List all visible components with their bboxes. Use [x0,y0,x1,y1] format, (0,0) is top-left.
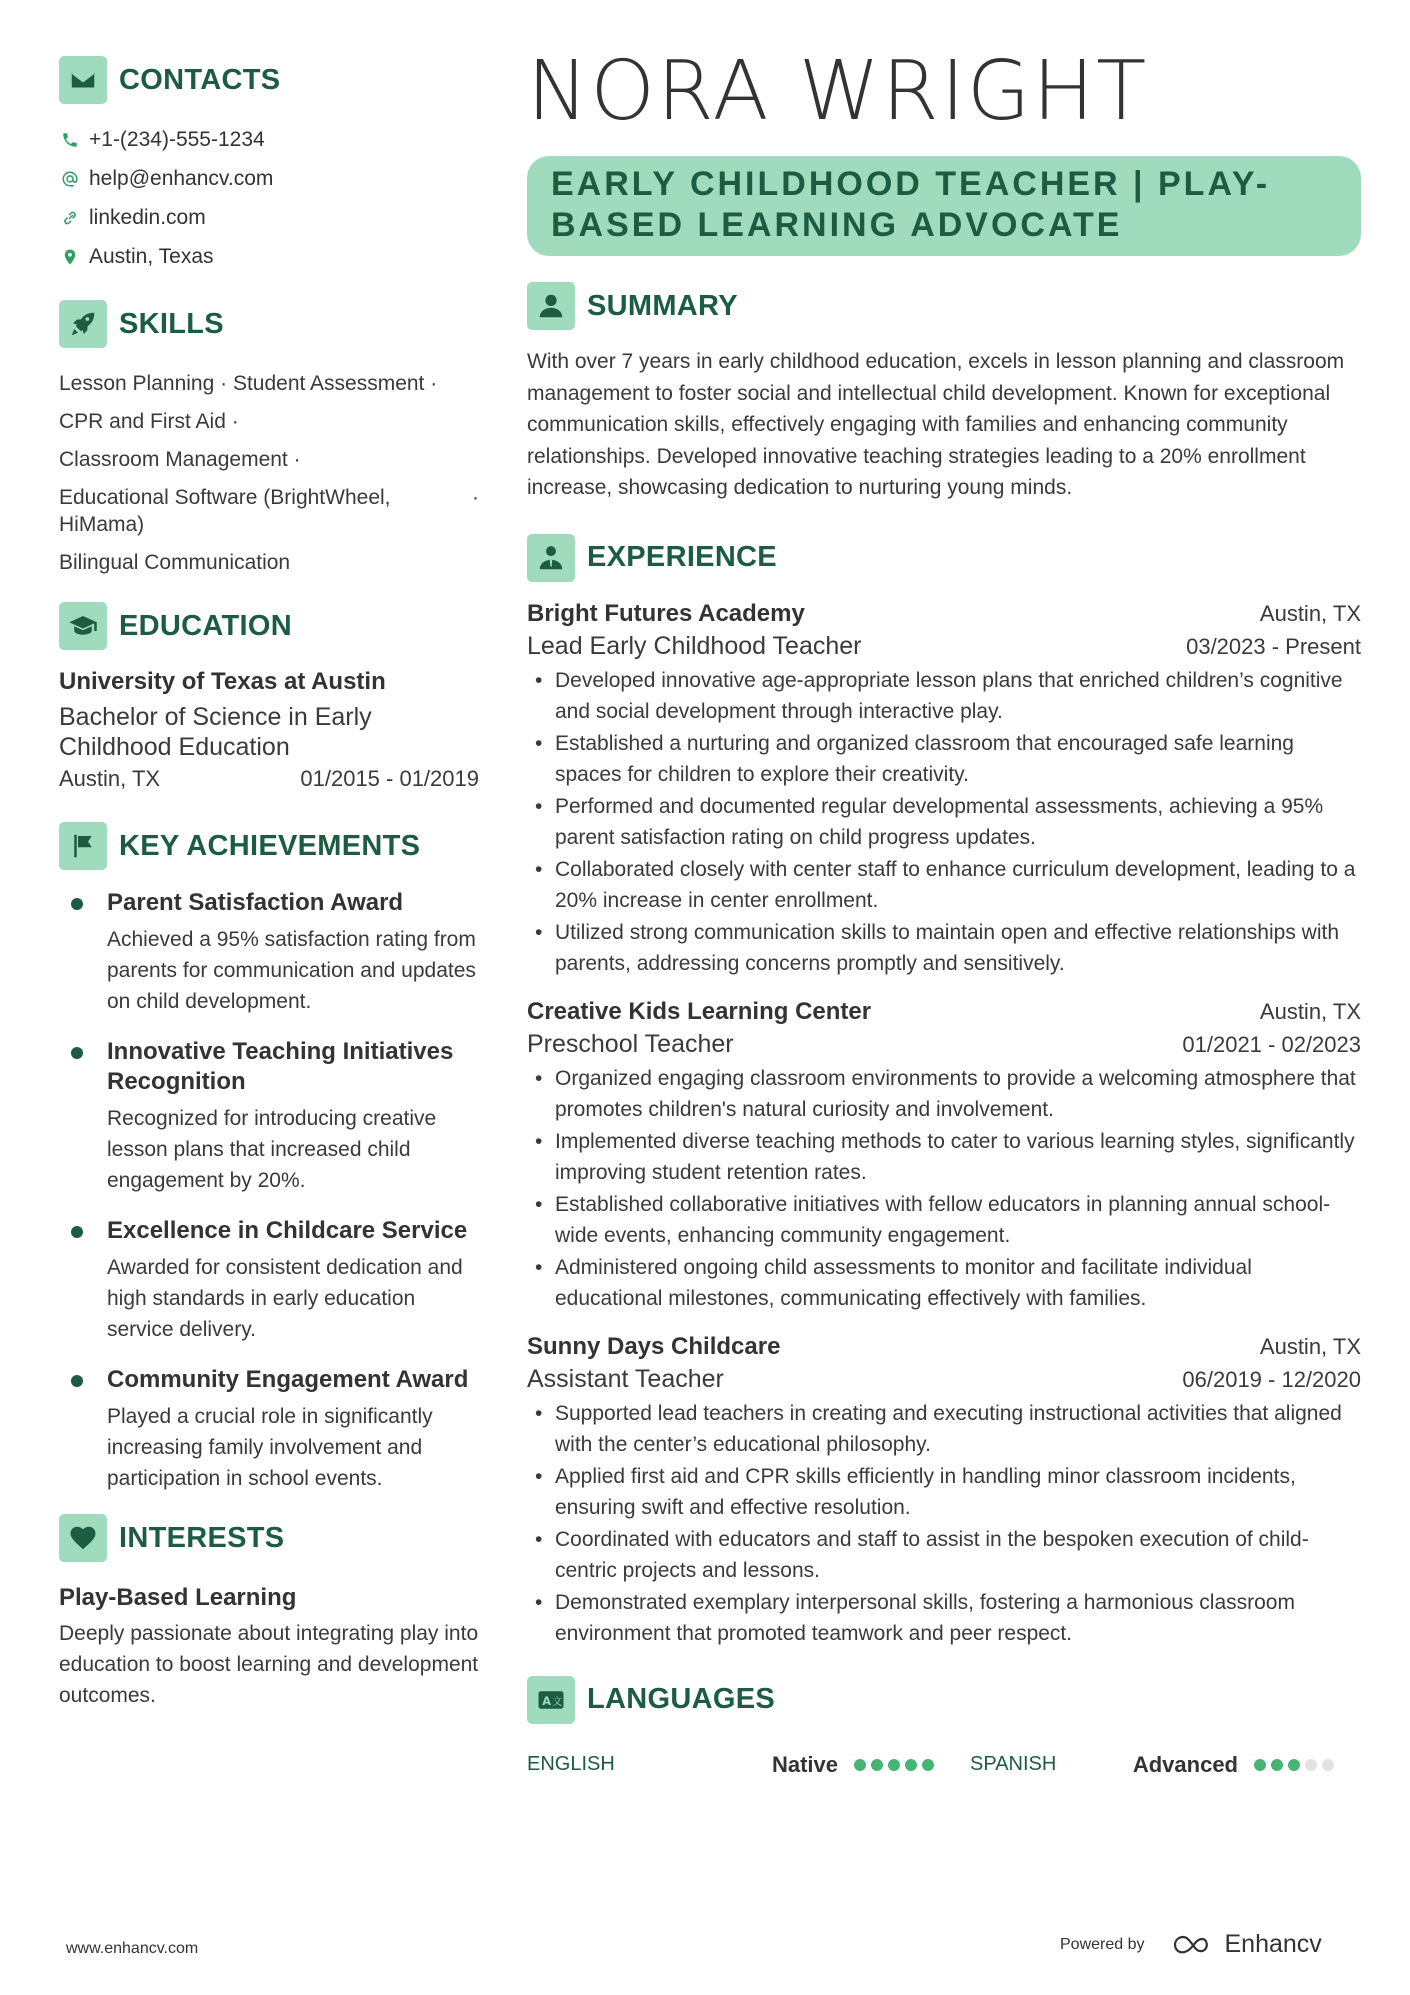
phone-text: +1-(234)-555-1234 [89,127,265,151]
language-name: SPANISH [970,1753,1057,1775]
rating-dot-empty [1322,1759,1334,1771]
job-bullets [527,1063,1361,1315]
contact-phone[interactable] [59,120,479,159]
summary-header [527,282,1361,330]
job-subheader [527,632,1361,661]
bullet-dot [71,898,83,910]
footer-brand [1060,1930,1322,1959]
summary-title: SUMMARY [587,289,738,322]
contacts-title: CONTACTS [119,63,281,96]
job-bullet: • Established a nurturing and organized classroom that encouraged safe learning spaces for children to explore their creativity. [527,728,1361,791]
job-bullet: • Demonstrated exemplary interpersonal skills, fostering a harmonious classroom environment that promoted teamwork and peer respect. [527,1587,1361,1650]
job-bullet: • Administered ongoing child assessments to monitor and facilitate individual educational milestones, communicating effectively with families. [527,1252,1361,1315]
enhancv-logo[interactable] [1171,1930,1322,1959]
job-dates: 01/2021 - 02/2023 [1182,1031,1361,1057]
language-name: ENGLISH [527,1753,615,1775]
footer-website[interactable]: www.enhancv.com [66,1940,199,1957]
rating-dot-filled [905,1759,917,1771]
skill-line [59,484,479,538]
rating-dot-filled [1254,1759,1266,1771]
job-bullet: • Collaborated closely with center staff to enhance curriculum development, leading to a 20% increase in center enrollment. [527,854,1361,917]
languages-title: LANGUAGES [587,1683,775,1715]
svg-text:文: 文 [552,1696,563,1708]
job-subheader [527,1030,1361,1059]
education-school: University of Texas at Austin [59,668,386,695]
job-bullets [527,665,1361,980]
job-header [527,600,1361,628]
language-rating [1254,1759,1334,1771]
linkedin-text: linkedin.com [89,205,206,229]
rocket-icon [59,300,107,348]
skill-text: Bilingual Communication [59,551,291,574]
rating-dot-filled [871,1759,883,1771]
job-company: Sunny Days Childcare [527,1332,781,1360]
job-role: Assistant Teacher [527,1364,724,1393]
job-bullet: • Implemented diverse teaching methods to cater to various learning styles, significantly improving student retention rates. [527,1126,1361,1189]
job-company: Bright Futures Academy [527,599,805,627]
job-entry [527,1333,1361,1650]
rating-dot-filled [1288,1759,1300,1771]
left-column [59,56,479,1711]
job-company: Creative Kids Learning Center [527,997,872,1025]
interests-title: INTERESTS [119,1521,285,1554]
job-entry [527,998,1361,1315]
achievement-desc: Recognized for introducing creative lesson plans that increased child engagement by 20%. [107,1107,437,1192]
contact-list [59,120,479,276]
skills-list [59,370,479,576]
job-entry [527,600,1361,980]
job-bullets [527,1398,1361,1650]
rating-dot-empty [1305,1759,1317,1771]
achievements-title: KEY ACHIEVEMENTS [119,829,421,862]
svg-text:A: A [542,1694,551,1708]
graduation-cap-icon [59,602,107,650]
job-header [527,998,1361,1026]
language-level: Native [771,1751,838,1777]
skill-text: CPR and First Aid · [59,410,239,433]
education-meta [59,766,479,792]
location-text: Austin, Texas [89,244,214,268]
bullet-dot [71,1226,83,1238]
skills-title: SKILLS [119,307,224,340]
achievement-title: Excellence in Childcare Service [107,1217,468,1244]
job-bullet: • Coordinated with educators and staff to assist in the bespoken execution of child-centric projects and lessons. [527,1524,1361,1587]
envelope-icon [59,56,107,104]
achievement-desc: Played a crucial role in significantly increasing family involvement and participation in school events. [107,1405,433,1490]
rating-dot-filled [854,1759,866,1771]
education-title: EDUCATION [119,609,292,642]
skill-line [59,370,479,397]
rating-dot-filled [888,1759,900,1771]
achievement-title: Innovative Teaching Initiatives Recognition [107,1038,454,1095]
job-bullet: • Applied first aid and CPR skills efficiently in handling minor classroom incidents, ensuring swift and effective resolution. [527,1461,1361,1524]
achievement-item [59,1365,479,1494]
job-bullet: • Performed and documented regular developmental assessments, achieving a 95% parent satisfaction rating on child progress updates. [527,791,1361,854]
job-dates: 03/2023 - Present [1186,633,1361,659]
achievement-item [59,1216,479,1345]
interest-title: Play-Based Learning [59,1584,297,1611]
experience-header [527,534,1361,582]
skill-text: Educational Software (BrightWheel, HiMama) [59,486,391,536]
rating-dot-filled [1271,1759,1283,1771]
job-location: Austin, TX [1259,600,1361,626]
job-bullet: • Developed innovative age-appropriate lesson plans that enriched children’s cognitive and social development through interactive play. [527,665,1361,728]
skill-line [59,549,479,576]
email-text: help@enhancv.com [89,166,274,190]
achievement-desc: Achieved a 95% satisfaction rating from parents for communication and updates on child development. [107,928,476,1013]
contact-email[interactable] [59,159,479,198]
skills-header [59,300,479,348]
achievement-title: Parent Satisfaction Award [107,889,404,916]
job-bullet: • Established collaborative initiatives with fellow educators in planning annual school-wide events, enhancing community engagement. [527,1189,1361,1252]
education-header [59,602,479,650]
headline-text: EARLY CHILDHOOD TEACHER | PLAY-BASED LEARNING ADVOCATE [551,165,1271,244]
interests-header [59,1514,479,1562]
summary-text: With over 7 years in early childhood education, excels in lesson planning and classroom management to foster social and intellectual child development. Known for exceptional communication skills, effectively engaging with families and enhancing community relationships. Developed innovative teaching strategies leading to a 20% enrollment increase, showcasing dedication to nurturing young minds. [527,350,1345,499]
skill-separator: · [472,486,479,509]
education-location: Austin, TX [59,766,161,791]
brand-name: Enhancv [1224,1930,1322,1958]
achievements-list [59,888,479,1494]
job-role: Preschool Teacher [527,1029,734,1058]
rating-dot-filled [922,1759,934,1771]
bullet-dot [71,1047,83,1059]
contact-linkedin[interactable] [59,198,479,237]
location-pin-icon [59,248,81,266]
achievement-item [59,1037,479,1196]
bullet-dot [71,1375,83,1387]
languages-header [527,1676,1361,1724]
job-bullet: • Organized engaging classroom environments to provide a welcoming atmosphere that promotes children's natural curiosity and involvement. [527,1063,1361,1126]
phone-icon [59,131,81,149]
achievement-item [59,888,479,1017]
contacts-header [59,56,479,104]
language-rating [854,1759,934,1771]
user-icon [527,282,575,330]
job-role: Lead Early Childhood Teacher [527,631,862,660]
contact-location [59,237,479,276]
briefcase-user-icon [527,534,575,582]
interest-desc: Deeply passionate about integrating play into education to boost learning and development outcomes. [59,1622,479,1707]
languages-row [527,1752,1361,1778]
flag-icon [59,822,107,870]
achievement-title: Community Engagement Award [107,1366,469,1393]
job-subheader [527,1365,1361,1394]
enhancv-logo-icon [1171,1932,1217,1958]
achievement-desc: Awarded for consistent dedication and high standards in early education service delivery. [107,1256,463,1341]
job-header [527,1333,1361,1361]
skill-line [59,446,479,473]
translate-icon [527,1676,575,1724]
achievements-header [59,822,479,870]
language-level: Advanced [1132,1751,1238,1777]
experience-title: EXPERIENCE [587,541,777,573]
at-icon [59,170,81,188]
job-bullet: • Utilized strong communication skills to maintain open and effective relationships with parents, addressing concerns promptly and sensitively. [527,917,1361,980]
skill-text: Classroom Management · [59,448,301,471]
job-bullet: • Supported lead teachers in creating and executing instructional activities that aligned with the center’s educational philosophy. [527,1398,1361,1461]
heart-icon [59,1514,107,1562]
skill-text: Lesson Planning · Student Assessment · [59,372,438,395]
education-degree: Bachelor of Science in Early Childhood Education [59,703,372,761]
education-dates: 01/2015 - 01/2019 [300,766,479,791]
job-location: Austin, TX [1259,998,1361,1024]
powered-by-text: Powered by [1060,1935,1145,1953]
link-icon [59,209,81,227]
skill-line [59,408,479,435]
job-location: Austin, TX [1259,1333,1361,1359]
right-column [527,44,1361,1778]
job-dates: 06/2019 - 12/2020 [1182,1366,1361,1392]
candidate-name: NORA WRIGHT [527,44,1149,139]
headline-box [527,156,1361,256]
